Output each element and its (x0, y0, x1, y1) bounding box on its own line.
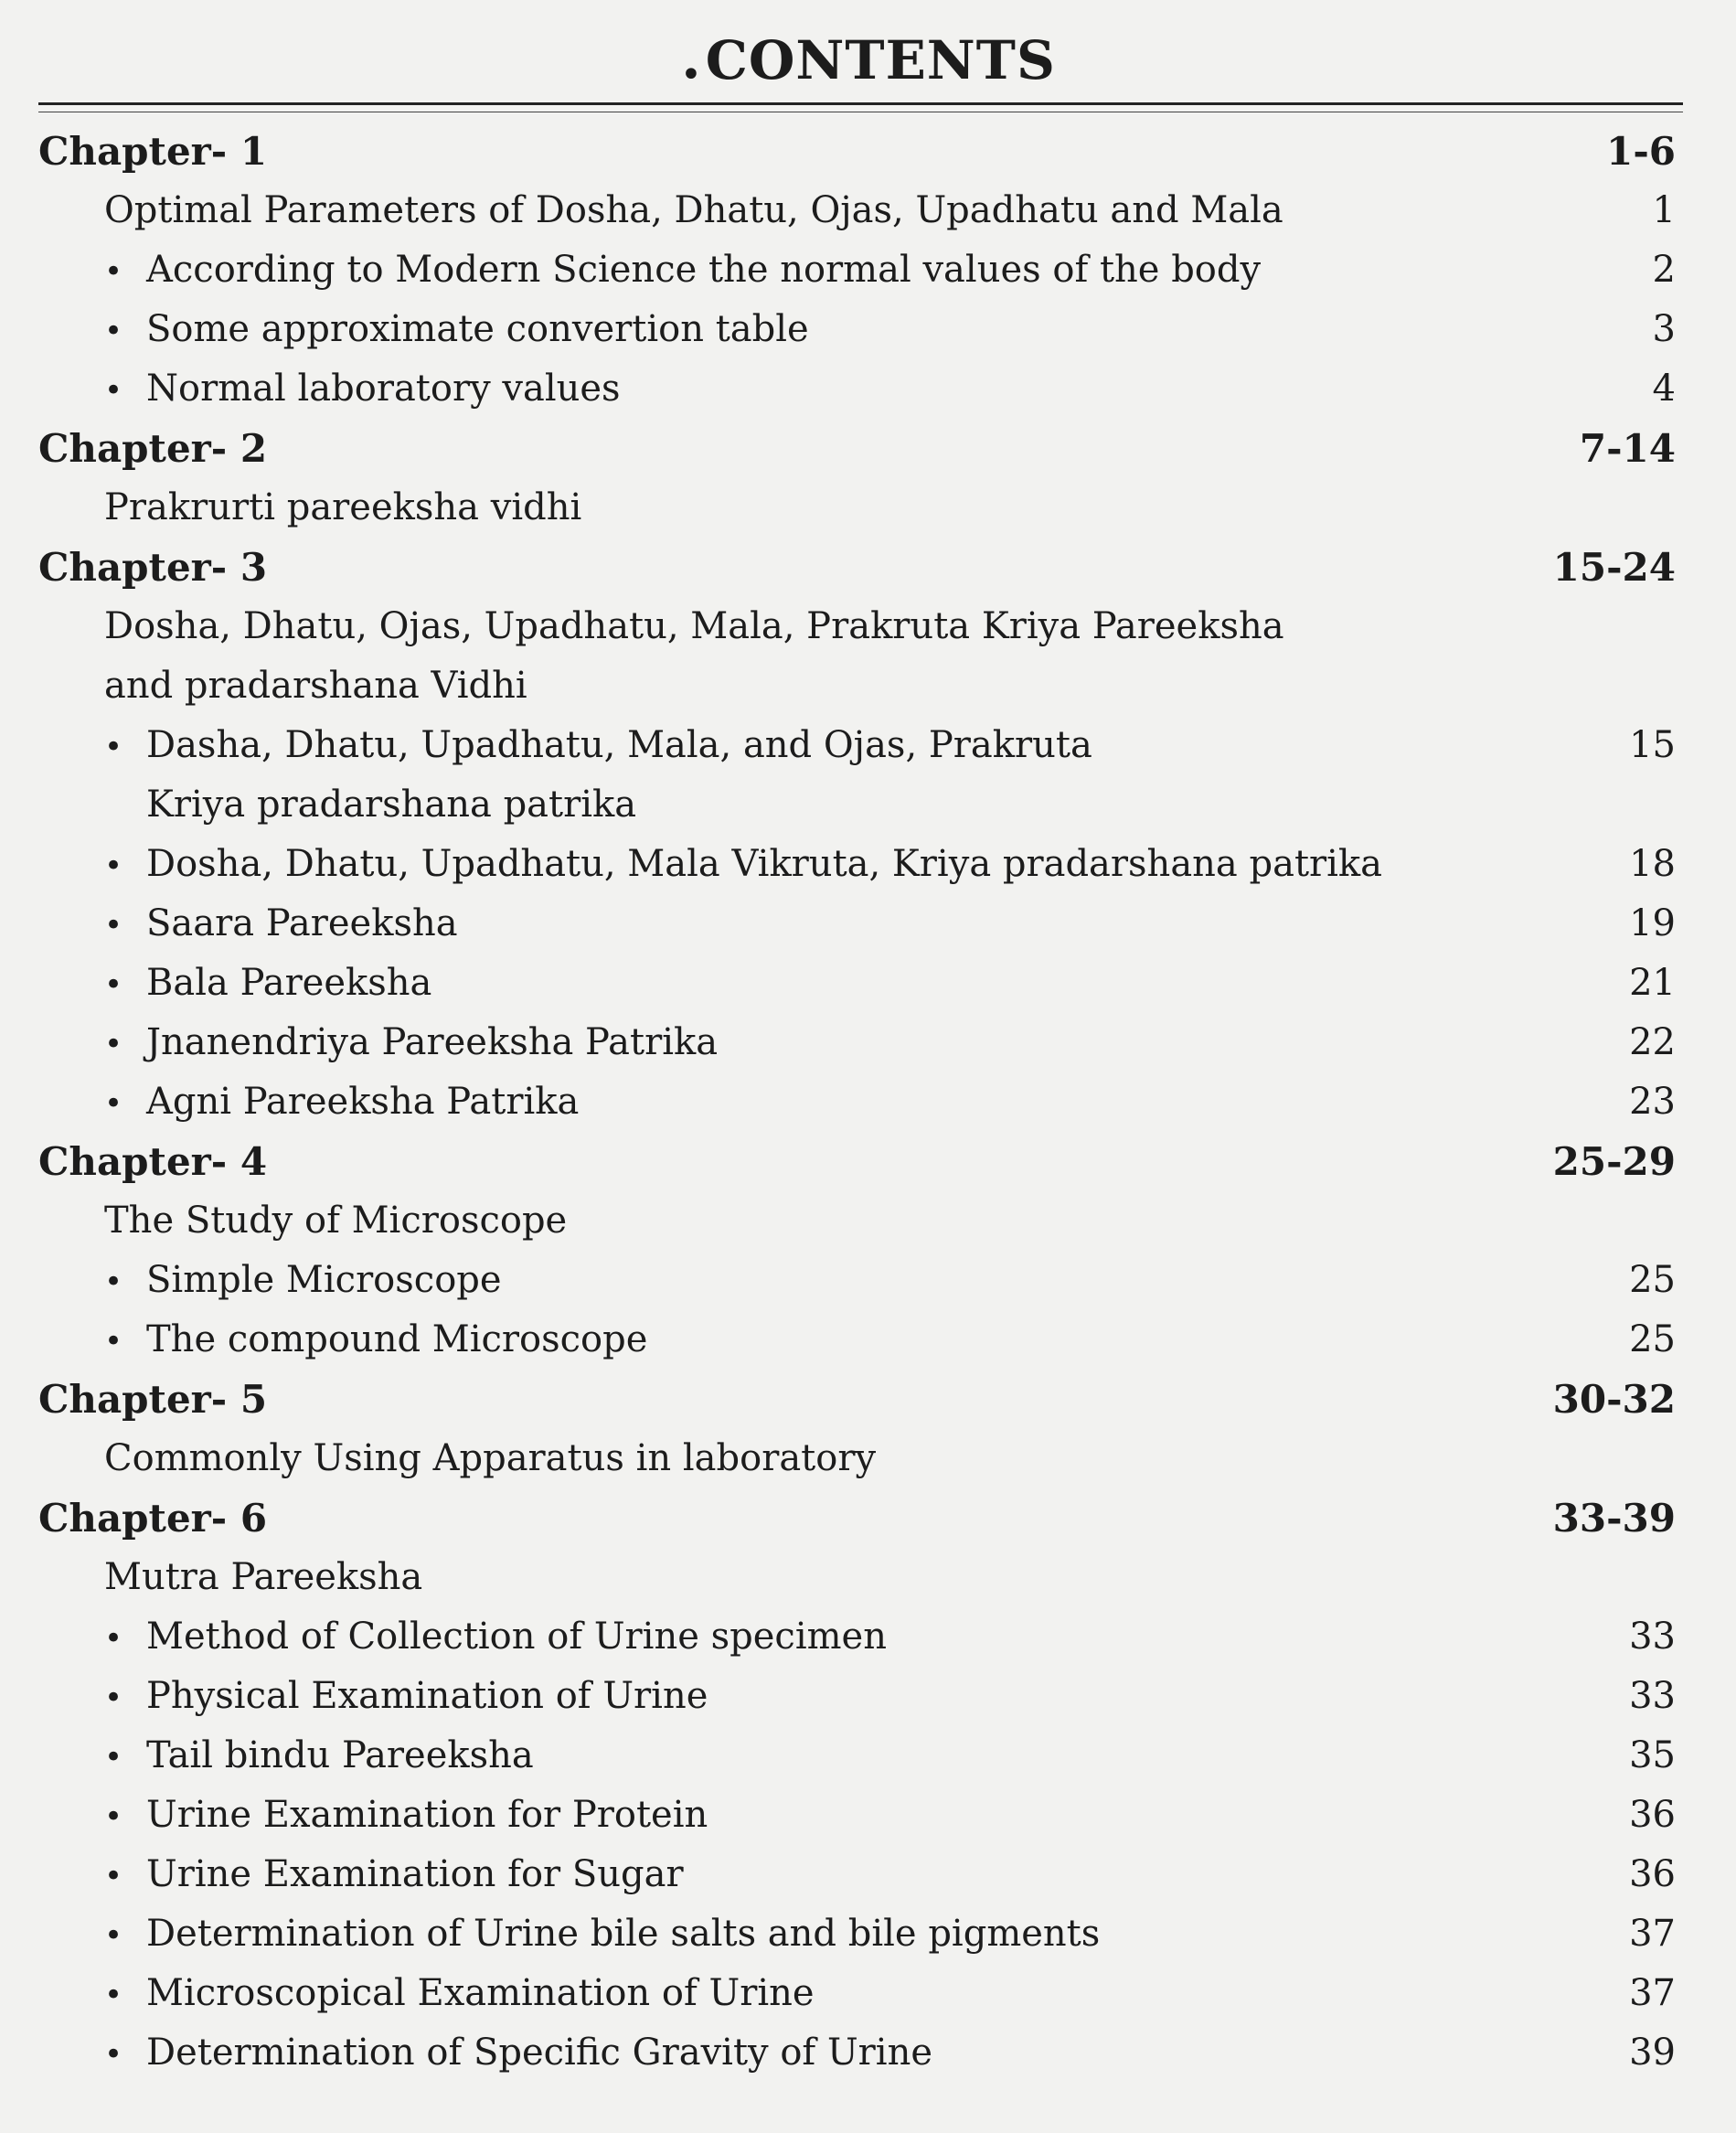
page-number: 7-14 (1579, 426, 1676, 471)
entry-title: • Urine Examination for Protein (104, 1786, 708, 1847)
toc-bullet-row (38, 1072, 1683, 1132)
toc-entry-row (38, 1429, 1683, 1488)
page-number: 15 (1629, 724, 1676, 766)
toc-entry-row (38, 1548, 1683, 1607)
entry-title: • Some approximate convertion table (104, 300, 809, 361)
entry-title: • Dosha, Dhatu, Upadhatu, Mala Vikruta, Kriya pradarshana patrika (104, 835, 1382, 896)
chapter-heading: Chapter- 2 (38, 426, 268, 471)
page-number: 19 (1629, 902, 1676, 944)
entry-title: • Determination of Urine bile salts and bile pigments (104, 1904, 1100, 1966)
title-dot: • (680, 53, 702, 96)
page-number: 25 (1629, 1259, 1676, 1301)
page-number: 36 (1629, 1853, 1676, 1895)
toc-chapter-row (38, 1488, 1683, 1548)
entry-title: • Bala Pareeksha (104, 954, 431, 1015)
toc-entry-row (38, 1191, 1683, 1251)
toc-bullet-row (38, 2023, 1683, 2083)
page-number: 18 (1629, 843, 1676, 885)
page-number: 33 (1629, 1616, 1676, 1658)
toc-bullet-row (38, 1310, 1683, 1370)
toc-bullet-row (38, 1845, 1683, 1904)
page-number: 3 (1652, 308, 1676, 350)
entry-title: • Normal laboratory values (104, 359, 621, 421)
entry-title: Commonly Using Apparatus in laboratory (104, 1437, 877, 1479)
toc-bullet-row (38, 1251, 1683, 1310)
entry-title: • Tail bindu Pareeksha (104, 1726, 534, 1787)
page-number: 33 (1629, 1675, 1676, 1717)
page-number: 15-24 (1552, 545, 1676, 590)
toc-bullet-row (38, 894, 1683, 954)
entry-title: • Urine Examination for Sugar (104, 1845, 684, 1906)
entry-title: • Microscopical Examination of Urine (104, 1964, 815, 2025)
entry-title: • Saara Pareeksha (104, 894, 458, 955)
toc-chapter-row (38, 538, 1683, 597)
entry-title: Optimal Parameters of Dosha, Dhatu, Ojas, Upadhatu and Mala (104, 189, 1283, 231)
chapter-heading: Chapter- 1 (38, 129, 268, 174)
toc-entry-row (38, 597, 1683, 656)
entry-title: • The compound Microscope (104, 1310, 647, 1371)
page-number: 4 (1652, 368, 1676, 410)
toc-entry-row (38, 478, 1683, 538)
toc-bullet-row (38, 359, 1683, 419)
toc-bullet-row (38, 1607, 1683, 1667)
toc-chapter-row (38, 122, 1683, 181)
entry-title: and pradarshana Vidhi (104, 665, 527, 707)
entry-title: The Study of Microscope (104, 1200, 568, 1242)
table-of-contents (38, 122, 1683, 2083)
page-number: 25 (1629, 1318, 1676, 1360)
entry-title: • According to Modern Science the normal values of the body (104, 240, 1261, 302)
page-number: 33-39 (1552, 1496, 1676, 1541)
page-number: 21 (1629, 962, 1676, 1004)
toc-chapter-row (38, 1132, 1683, 1191)
toc-entry-row (38, 181, 1683, 240)
toc-bullet-row (38, 1013, 1683, 1072)
entry-title: • Physical Examination of Urine (104, 1667, 708, 1728)
page-number: 35 (1629, 1734, 1676, 1776)
entry-title: • Jnanendriya Pareeksha Patrika (104, 1013, 718, 1074)
entry-title: Dosha, Dhatu, Ojas, Upadhatu, Mala, Prakruta Kriya Pareeksha (104, 605, 1284, 647)
toc-bullet-row (38, 1904, 1683, 1964)
toc-entry-row (38, 656, 1683, 716)
entry-title: • Dasha, Dhatu, Upadhatu, Mala, and Ojas, Prakruta (104, 716, 1092, 777)
page-number: 1 (1652, 189, 1676, 231)
page-number: 22 (1629, 1021, 1676, 1063)
page-title: CONTENTS (705, 29, 1056, 91)
entry-title: Mutra Pareeksha (104, 1556, 423, 1598)
toc-chapter-row (38, 1370, 1683, 1429)
toc-bullet-row (38, 1964, 1683, 2023)
toc-bullet-row (38, 1667, 1683, 1726)
page-number: 30-32 (1552, 1377, 1676, 1422)
page-number: 1-6 (1606, 129, 1676, 174)
entry-title: Kriya pradarshana patrika (146, 784, 637, 826)
chapter-heading: Chapter- 6 (38, 1496, 268, 1541)
toc-bullet-row (38, 1786, 1683, 1845)
chapter-heading: Chapter- 4 (38, 1139, 268, 1184)
toc-bullet-row (38, 716, 1683, 775)
toc-entry-row (38, 775, 1683, 835)
chapter-heading: Chapter- 3 (38, 545, 268, 590)
page-number: 37 (1629, 1913, 1676, 1955)
toc-bullet-row (38, 300, 1683, 359)
toc-bullet-row (38, 1726, 1683, 1786)
entry-title: • Simple Microscope (104, 1251, 502, 1312)
chapter-heading: Chapter- 5 (38, 1377, 268, 1422)
toc-bullet-row (38, 954, 1683, 1013)
page-number: 23 (1629, 1081, 1676, 1123)
page-number: 2 (1652, 249, 1676, 291)
page-number: 39 (1629, 2032, 1676, 2074)
page-number: 36 (1629, 1794, 1676, 1836)
toc-chapter-row (38, 419, 1683, 478)
toc-bullet-row (38, 240, 1683, 300)
toc-bullet-row (38, 835, 1683, 894)
title-rule (38, 102, 1683, 105)
entry-title: • Method of Collection of Urine specimen (104, 1607, 887, 1669)
entry-title: • Agni Pareeksha Patrika (104, 1072, 579, 1134)
entry-title: • Determination of Specific Gravity of Urine (104, 2023, 932, 2085)
title-row (0, 29, 1736, 96)
page-number: 25-29 (1552, 1139, 1676, 1184)
entry-title: Prakrurti pareeksha vidhi (104, 486, 582, 528)
page-number: 37 (1629, 1972, 1676, 2014)
